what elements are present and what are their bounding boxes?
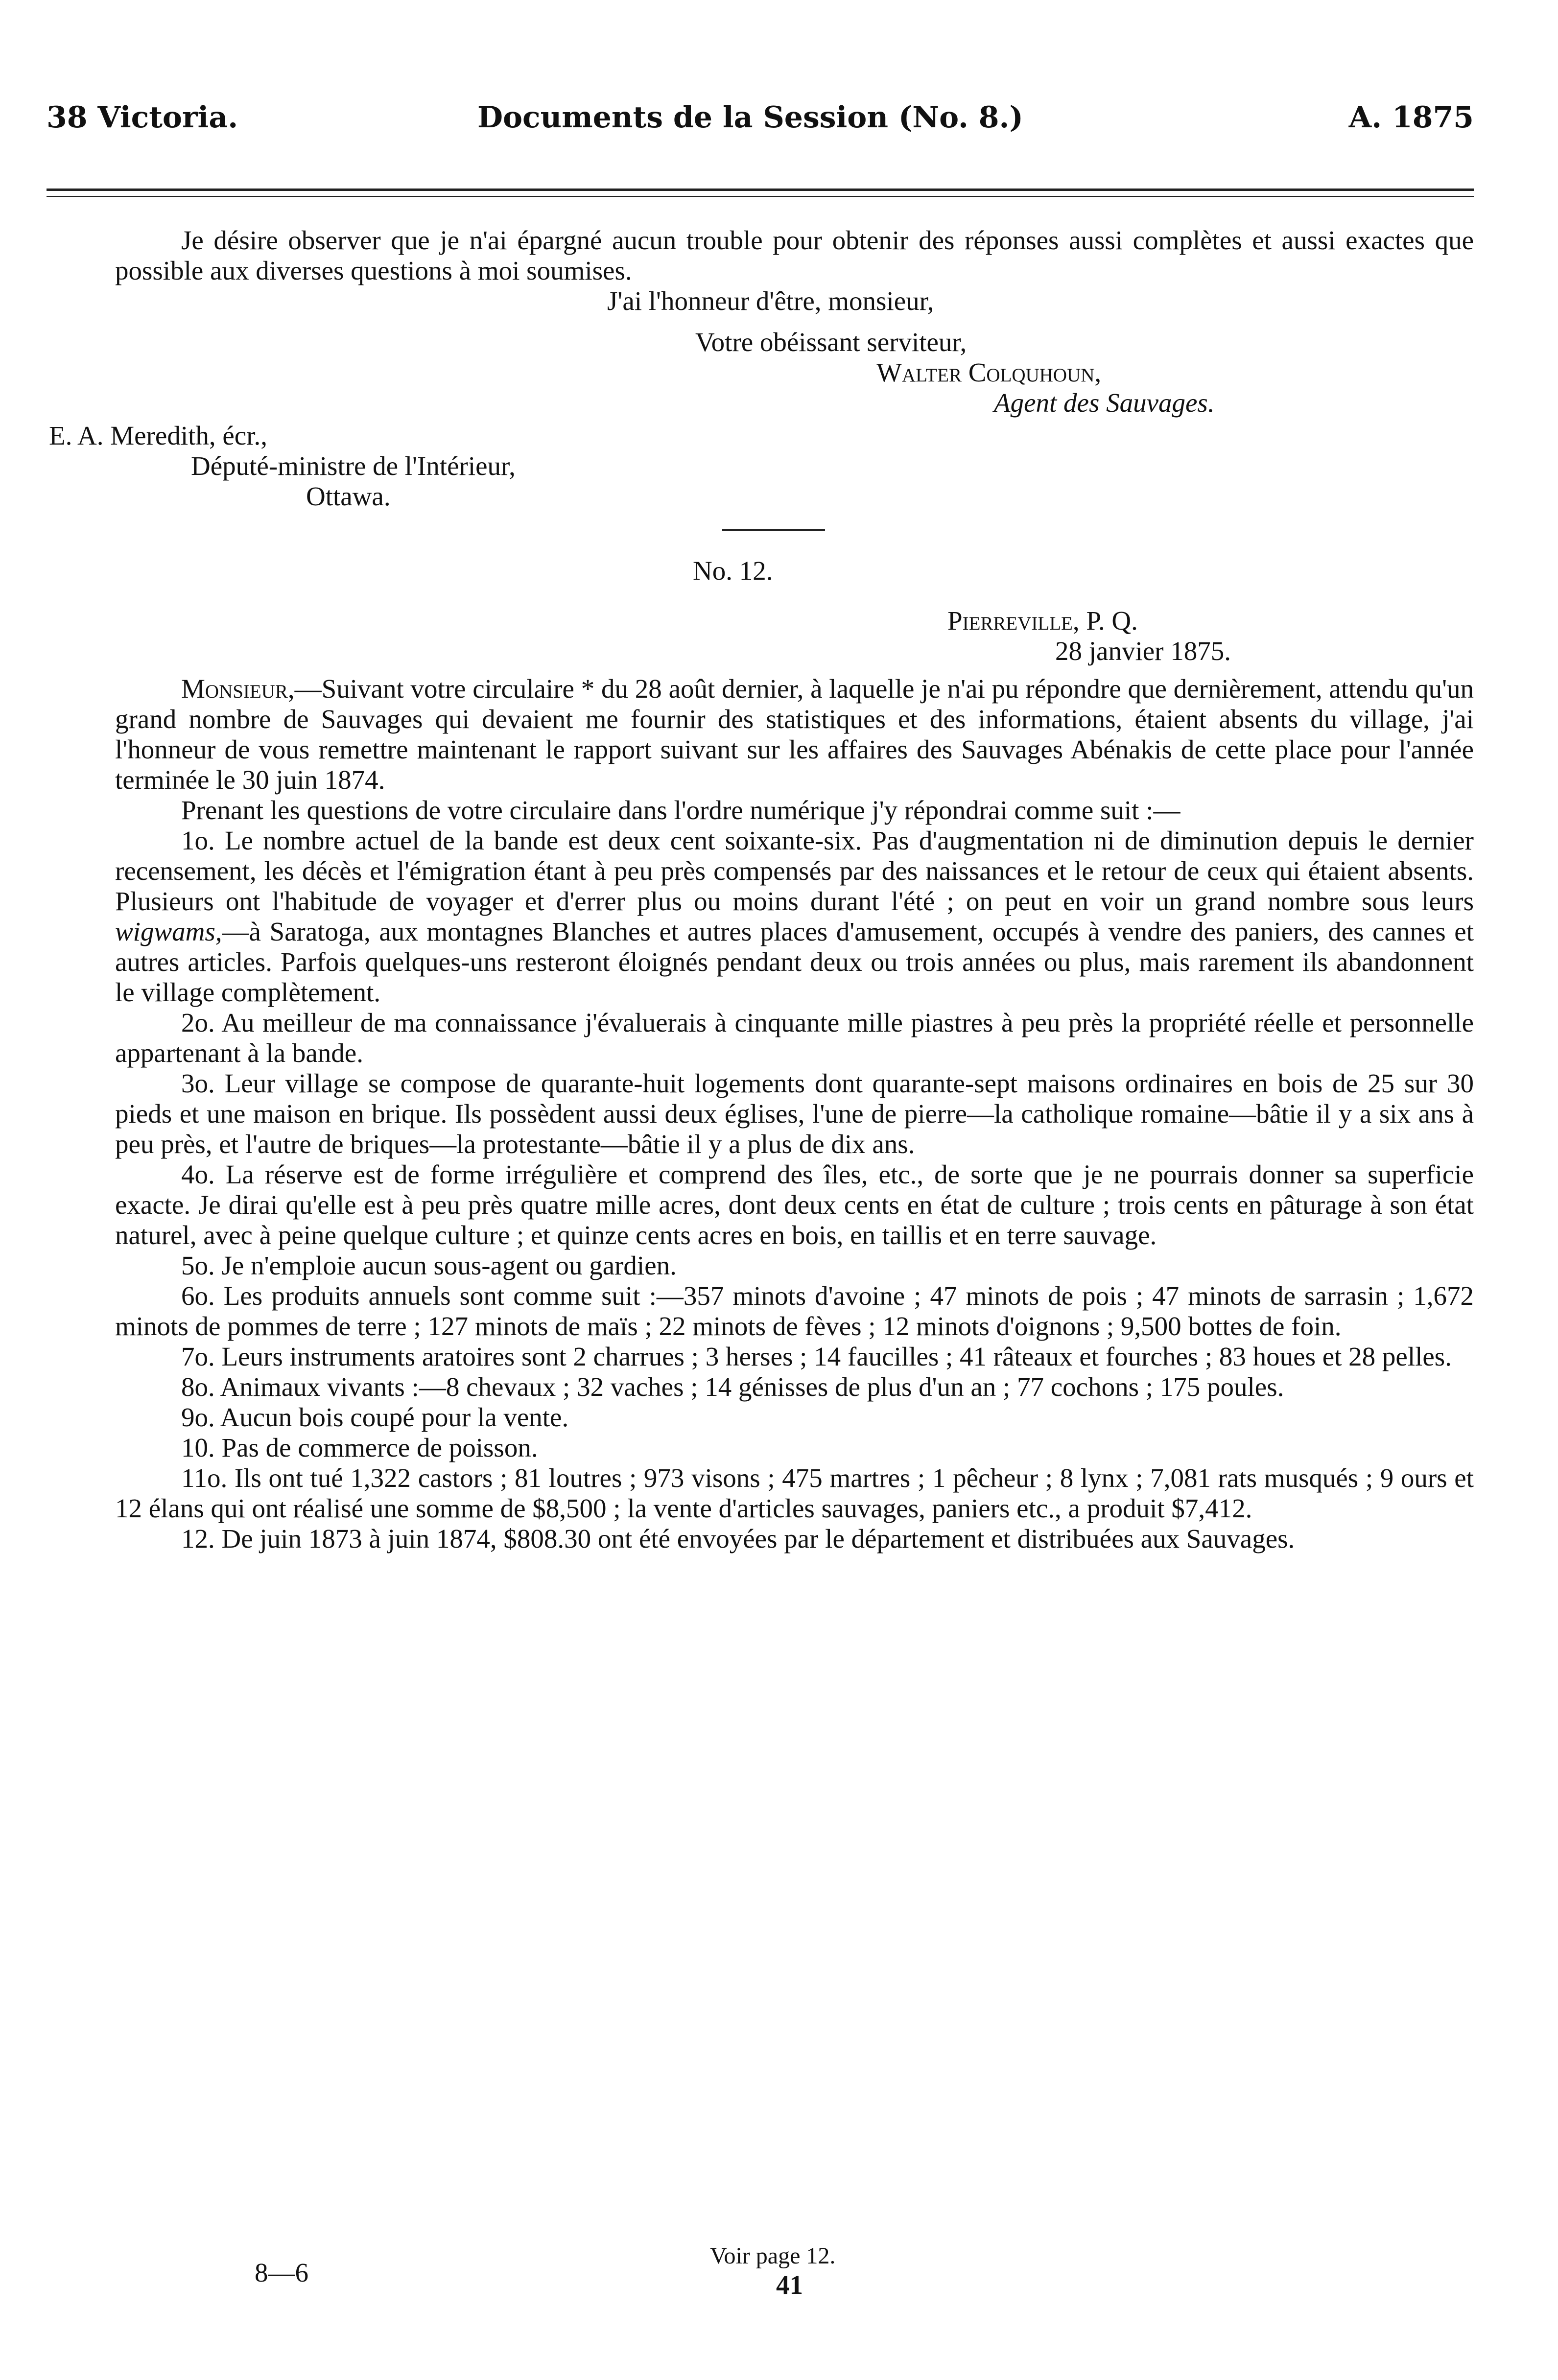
body-text	[49, 225, 1474, 1554]
header-right: A. 1875	[1348, 100, 1474, 135]
letter2-place: Pierreville, P. Q.	[947, 606, 1138, 636]
letter2-intro-text: —Suivant votre circulaire * du 28 août dernier, à laquelle je n'ai pu répondre que dernièrement, attendu qu'un grand nombre de Sauvages qui devaient me fournir des statistiques et des informations, étaient absents du village, j'ai l'honneur de vous remettre maintenant le rapport suivant sur les affaires des Sauvages Abénakis de cette place pour l'année terminée le 30 juin 1874.	[115, 674, 1474, 795]
letter1-addressee-city: Ottawa.	[306, 481, 391, 511]
answer-3: 3o. Leur village se compose de quarante-huit logements dont quarante-sept maisons ordinaires en bois de 25 sur 30 pieds et une maison en brique. Ils possèdent aussi deux églises, l'une de pierre—la catholique romaine—bâtie il y a six ans à peu près, et l'autre de briques—la protestante—bâtie il y a plus de dix ans.	[115, 1068, 1474, 1159]
header-left: 38 Victoria.	[47, 100, 238, 135]
letter1-servant-line: Votre obéissant serviteur,	[695, 327, 967, 357]
letter2-salutation: Monsieur,	[181, 674, 295, 704]
answer-2: 2o. Au meilleur de ma connaissance j'évaluerais à cinquante mille piastres à peu près la propriété réelle et personnelle appartenant à la bande.	[115, 1008, 1474, 1068]
letter2-number: No. 12.	[693, 556, 773, 586]
answer-12: 12. De juin 1873 à juin 1874, $808.30 ont été envoyées par le département et distribuées aux Sauvages.	[181, 1524, 1295, 1554]
letter2-date: 28 janvier 1875.	[1055, 636, 1231, 666]
letter1-closing-paragraph: Je désire observer que je n'ai épargné aucun trouble pour obtenir des réponses aussi complètes et aussi exactes que possible aux diverses questions à moi soumises.	[115, 225, 1474, 285]
header-center: Documents de la Session (No. 8.)	[477, 100, 1023, 135]
footer-signature-mark: 8—6	[255, 2258, 308, 2287]
letter2-intro	[115, 674, 1474, 795]
page-number: 41	[776, 2270, 803, 2300]
letter1-signer-title: Agent des Sauvages.	[994, 388, 1215, 418]
answer-9: 9o. Aucun bois coupé pour la vente.	[181, 1402, 569, 1432]
answer-7: 7o. Leurs instruments aratoires sont 2 charrues ; 3 herses ; 14 faucilles ; 41 râteaux et fourches ; 83 houes et 28 pelles.	[181, 1342, 1452, 1371]
answer-6: 6o. Les produits annuels sont comme suit :—357 minots d'avoine ; 47 minots de pois ; 47 minots de sarrasin ; 1,672 minots de pommes de terre ; 127 minots de maïs ; 22 minots de fèves ; 12 minots d'oignons ; 9,500 bottes de foin.	[115, 1281, 1474, 1341]
answer-4: 4o. La réserve est de forme irrégulière et comprend des îles, etc., de sorte que je ne pourrais donner sa superficie exacte. Je dirai qu'elle est à peu près quatre mille acres, dont deux cents en état de culture ; trois cents en pâturage à son état naturel, avec à peine quelque culture ; et quinze cents acres en bois, en taillis et en terre sauvage.	[115, 1159, 1474, 1250]
letter1-addressee-title: Député-ministre de l'Intérieur,	[191, 451, 516, 481]
answer-1-italic: wigwams,	[115, 917, 222, 946]
footer-note: Voir page 12.	[710, 2243, 836, 2269]
answer-1-part-a: 1o. Le nombre actuel de la bande est deux cent soixante-six. Pas d'augmentation ni de diminution depuis le dernier recensement, les décès et l'émigration étant à peu près compensés par des naissances et le retour de ceux qui étaient absents. Plusieurs ont l'habitude de voyager et d'errer plus ou moins durant l'été ; on peut en voir un grand nombre sous leurs	[115, 825, 1474, 916]
answer-5: 5o. Je n'emploie aucun sous-agent ou gardien.	[181, 1250, 677, 1280]
page-footer	[0, 2242, 1558, 2340]
letter1-honour-line: J'ai l'honneur d'être, monsieur,	[607, 286, 934, 316]
header-rule-thick	[47, 189, 1474, 191]
letter1-signer: Walter Colquhoun,	[876, 357, 1102, 387]
answer-1-part-b: —à Saratoga, aux montagnes Blanches et autres places d'amusement, occupés à vendre des paniers, des cannes et autres articles. Parfois quelques-uns resteront éloignés pendant deux ou trois années ou plus, mais rarement ils abandonnent le village complètement.	[115, 917, 1474, 1007]
answer-10: 10. Pas de commerce de poisson.	[181, 1433, 538, 1462]
running-header	[47, 100, 1474, 144]
answer-8: 8o. Animaux vivants :—8 chevaux ; 32 vaches ; 14 génisses de plus d'un an ; 77 cochons ; 175 poules.	[181, 1372, 1284, 1402]
section-separator	[722, 529, 825, 531]
header-rule-thin	[47, 196, 1474, 197]
answer-1	[115, 825, 1474, 1008]
letter1-addressee-name: E. A. Meredith, écr.,	[49, 421, 267, 450]
letter2-intro2: Prenant les questions de votre circulaire dans l'ordre numérique j'y répondrai comme suit :—	[181, 795, 1180, 825]
answer-11: 11o. Ils ont tué 1,322 castors ; 81 loutres ; 973 visons ; 475 martres ; 1 pêcheur ; 8 lynx ; 7,081 rats musqués ; 9 ours et 12 élans qui ont réalisé une somme de $8,500 ; la vente d'articles sauvages, paniers etc., a produit $7,412.	[115, 1463, 1474, 1523]
